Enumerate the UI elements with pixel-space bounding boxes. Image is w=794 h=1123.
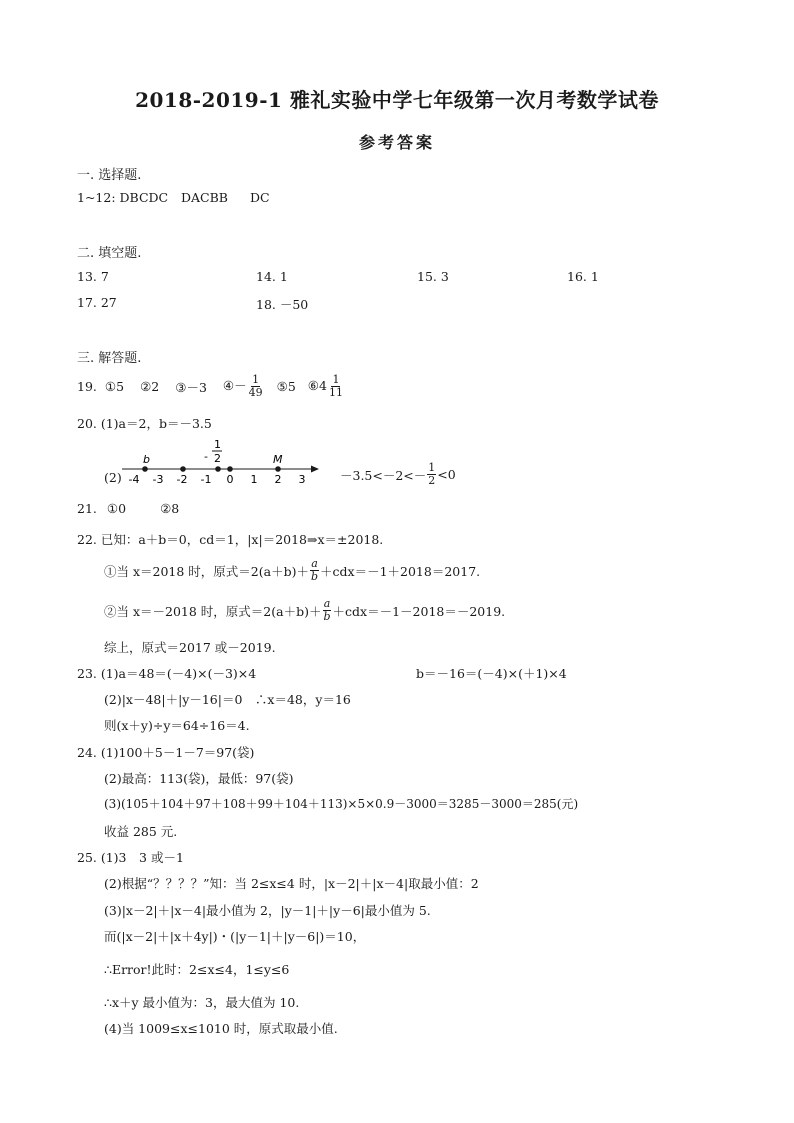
q19-part3: ③－3 bbox=[175, 379, 207, 395]
section-choice-heading: 一. 选择题. bbox=[77, 168, 142, 183]
q20-part2-label: (2) bbox=[104, 470, 122, 485]
fill-answer-14: 14. 1 bbox=[256, 269, 288, 284]
q25-line7: (4)当 1009≤x≤1010 时，原式取最小值. bbox=[104, 1021, 338, 1036]
q25-line4: 而(|x－2|＋|x＋4y|)・(|y－1|＋|y－6|)＝10， bbox=[104, 929, 366, 944]
point-M-dot bbox=[275, 466, 281, 472]
half-denominator: 2 bbox=[214, 452, 221, 465]
fill-answer-15: 15. 3 bbox=[417, 269, 449, 284]
point-b-label: b bbox=[143, 453, 150, 466]
axis-tick-label: 3 bbox=[298, 473, 306, 486]
axis-tick-label: 1 bbox=[250, 473, 258, 486]
fill-answer-13: 13. 7 bbox=[77, 269, 109, 284]
q22-line2: ①当 x＝2018 时，原式＝2(a＋b)＋ $\frac{a}{b}$ ＋cdx＝－1＋2018＝2017. bbox=[104, 557, 481, 583]
q22-line1: 22. 已知：a＋b＝0，cd＝1，|x|＝2018⇒x＝±2018. bbox=[77, 532, 384, 547]
q25-line5: ∴Error!此时：2≤x≤4，1≤y≤6 bbox=[104, 962, 290, 977]
q25-line2: (2)根据“？？？？”知：当 2≤x≤4 时，|x－2|＋|x－4|取最小值：2 bbox=[104, 876, 479, 891]
q23-line1a: 23. (1)a＝48＝(－4)×(－3)×4 bbox=[77, 666, 257, 681]
point-minus2-dot bbox=[180, 466, 186, 472]
q24-line2: (2)最高：113(袋)，最低：97(袋) bbox=[104, 771, 294, 786]
half-minus-sign: - bbox=[204, 450, 208, 463]
axis-tick-label: -2 bbox=[176, 473, 188, 486]
q23-line2: (2)|x－48|＋|y－16|＝0 ∴x＝48，y＝16 bbox=[104, 692, 351, 707]
half-numerator: 1 bbox=[214, 438, 221, 451]
point-b-dot bbox=[142, 466, 148, 472]
fill-answer-16: 16. 1 bbox=[567, 269, 599, 284]
point-zero-dot bbox=[227, 466, 233, 472]
number-line bbox=[112, 434, 327, 496]
q24-line4: 收益 285 元. bbox=[104, 824, 178, 839]
q19-part2: ②2 bbox=[140, 379, 160, 394]
q19-part1: ①5 bbox=[104, 379, 125, 394]
page-subtitle: 参考答案 bbox=[358, 133, 435, 152]
page-title: 2018-2019-1 雅礼实验中学七年级第一次月考数学试卷 bbox=[135, 88, 659, 112]
q25-line3: (3)|x－2|＋|x－4|最小值为 2，|y－1|＋|y－6|最小值为 5. bbox=[104, 903, 431, 918]
q20-inequality: －3.5<－2<－ $\frac{1}{2}$ <0 bbox=[340, 461, 456, 487]
point-M-label: M bbox=[273, 453, 283, 466]
fill-answer-17: 17. 27 bbox=[77, 295, 117, 310]
q23-line1b: b＝－16＝(－4)×(＋1)×4 bbox=[416, 666, 567, 681]
choice-answers-2: DACBB bbox=[181, 190, 228, 205]
axis-tick-label: -3 bbox=[152, 473, 164, 486]
q25-line6: ∴x＋y 最小值为：3，最大值为 10. bbox=[104, 995, 300, 1010]
fill-answer-18: 18. －50 bbox=[256, 297, 309, 312]
axis-tick-label: 2 bbox=[274, 473, 282, 486]
q25-line1: 25. (1)3 3 或－1 bbox=[77, 850, 184, 865]
q22-line3: ②当 x＝－2018 时，原式＝2(a＋b)＋ $\frac{a}{b}$ ＋cdx＝－1－2018＝－2019. bbox=[104, 597, 506, 623]
q24-line1: 24. (1)100＋5－1－7＝97(袋) bbox=[77, 745, 255, 760]
q19-part5: ⑤5 bbox=[276, 379, 296, 394]
q24-line3: (3)(105＋104＋97＋108＋99＋104＋113)×5×0.9－3000＝3285－3000＝285(元) bbox=[104, 797, 579, 811]
section-solve-heading: 三. 解答题. bbox=[77, 351, 142, 366]
q19-part6: ⑥4 $\frac{1}{11}$ bbox=[307, 373, 343, 399]
q19-answers bbox=[77, 374, 345, 399]
axis-tick-label: 0 bbox=[226, 473, 234, 486]
q19-label: 19. bbox=[77, 379, 97, 394]
q20-line1: 20. (1)a＝2，b＝－3.5 bbox=[77, 416, 212, 431]
choice-answers-1: 1~12: DBCDC bbox=[77, 190, 169, 205]
q21-answers: 21. ①0 ②8 bbox=[77, 501, 180, 516]
point-minus-half-dot bbox=[215, 466, 221, 472]
q23-line3: 则(x＋y)÷y＝64÷16＝4. bbox=[104, 718, 250, 733]
number-line-arrow bbox=[311, 466, 319, 473]
axis-tick-label: -1 bbox=[200, 473, 212, 486]
q22-line4: 综上，原式＝2017 或－2019. bbox=[104, 640, 276, 655]
section-fill-heading: 二. 填空题. bbox=[77, 246, 142, 261]
q19-part4: ④－ $\frac{1}{49}$ bbox=[222, 373, 263, 399]
choice-answers-3: DC bbox=[250, 190, 270, 205]
axis-tick-label: -4 bbox=[128, 473, 140, 486]
